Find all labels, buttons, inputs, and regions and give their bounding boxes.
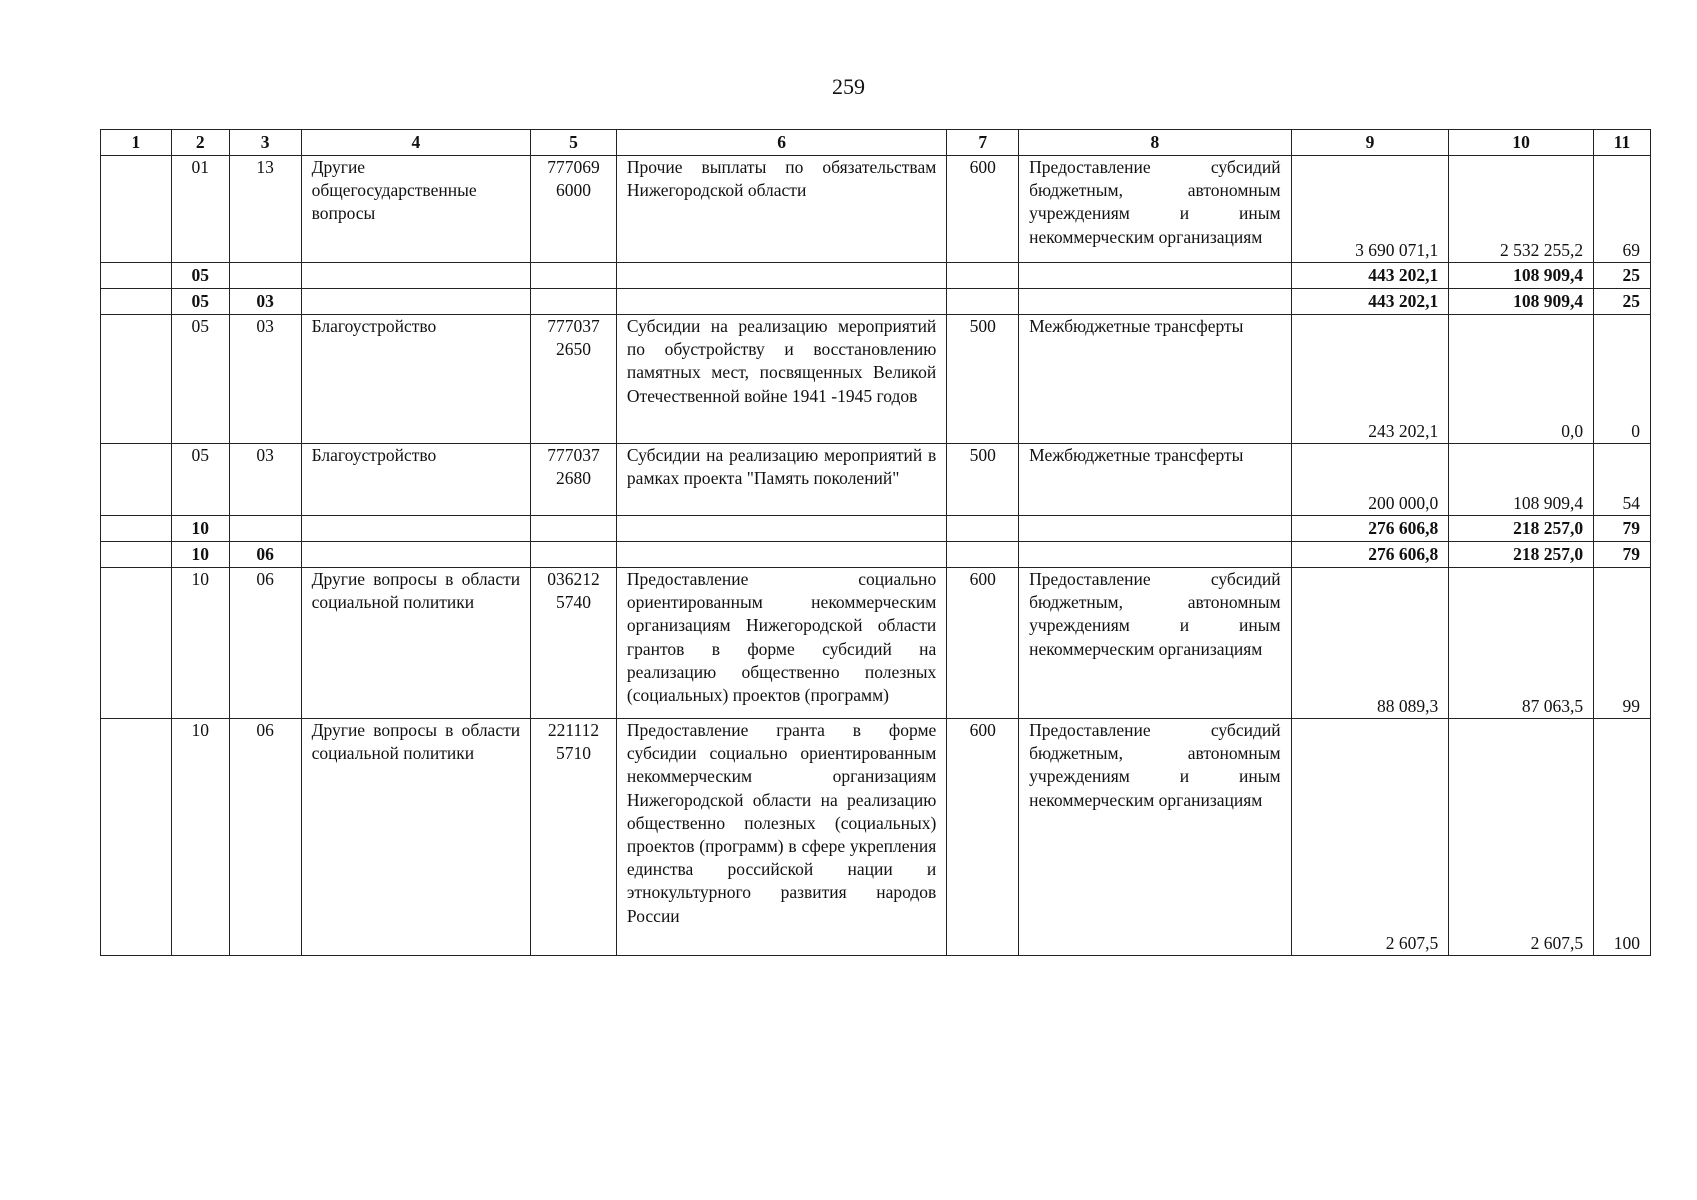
cell-section: 10 <box>171 568 229 719</box>
cell-expense-type-name <box>1019 516 1291 542</box>
cell-col1 <box>101 516 172 542</box>
cell-description <box>616 542 946 568</box>
cell-expense-type-name: Межбюджетные трансферты <box>1019 444 1291 516</box>
cell-target-code: 777069 6000 <box>531 156 617 263</box>
cell-description: Субсидии на реализацию мероприятий по обустройству и восстановлению памятных мест, посвященных Великой Отечественной войне 1941 -1945 годов <box>616 315 946 444</box>
column-header-8: 8 <box>1019 130 1291 156</box>
header-row <box>101 130 1651 156</box>
cell-percent: 79 <box>1594 516 1651 542</box>
cell-subsection: 03 <box>229 315 301 444</box>
cell-col1 <box>101 719 172 956</box>
cell-subsection: 06 <box>229 568 301 719</box>
column-header-9: 9 <box>1291 130 1449 156</box>
cell-section: 10 <box>171 516 229 542</box>
cell-target-code: 036212 5740 <box>531 568 617 719</box>
cell-expense-type <box>947 289 1019 315</box>
cell-target-code <box>531 289 617 315</box>
cell-section-name: Благоустройство <box>301 315 531 444</box>
cell-executed-amount: 87 063,5 <box>1449 568 1594 719</box>
column-header-10: 10 <box>1449 130 1594 156</box>
cell-col1 <box>101 156 172 263</box>
column-header-2: 2 <box>171 130 229 156</box>
cell-expense-type <box>947 263 1019 289</box>
cell-target-code <box>531 542 617 568</box>
cell-percent: 54 <box>1594 444 1651 516</box>
table-row <box>101 444 1651 516</box>
column-header-5: 5 <box>531 130 617 156</box>
cell-col1 <box>101 444 172 516</box>
cell-subsection: 06 <box>229 719 301 956</box>
cell-executed-amount: 108 909,4 <box>1449 289 1594 315</box>
cell-percent: 0 <box>1594 315 1651 444</box>
page-number: 259 <box>832 74 865 99</box>
cell-target-code <box>531 263 617 289</box>
cell-expense-type: 500 <box>947 444 1019 516</box>
cell-percent: 99 <box>1594 568 1651 719</box>
cell-expense-type-name <box>1019 289 1291 315</box>
cell-section-name: Другие вопросы в области социальной политики <box>301 719 531 956</box>
cell-executed-amount: 218 257,0 <box>1449 516 1594 542</box>
subtotal-row <box>101 516 1651 542</box>
cell-planned-amount: 276 606,8 <box>1291 542 1449 568</box>
column-header-11: 11 <box>1594 130 1651 156</box>
cell-section: 05 <box>171 289 229 315</box>
cell-expense-type <box>947 542 1019 568</box>
cell-planned-amount: 88 089,3 <box>1291 568 1449 719</box>
cell-expense-type: 600 <box>947 568 1019 719</box>
column-header-6: 6 <box>616 130 946 156</box>
cell-subsection: 06 <box>229 542 301 568</box>
cell-expense-type: 600 <box>947 719 1019 956</box>
subtotal-row <box>101 263 1651 289</box>
cell-executed-amount: 0,0 <box>1449 315 1594 444</box>
cell-executed-amount: 218 257,0 <box>1449 542 1594 568</box>
cell-target-code: 777037 2680 <box>531 444 617 516</box>
cell-description: Субсидии на реализацию мероприятий в рамках проекта "Память поколений" <box>616 444 946 516</box>
cell-percent: 100 <box>1594 719 1651 956</box>
cell-col1 <box>101 542 172 568</box>
cell-subsection: 03 <box>229 444 301 516</box>
cell-expense-type: 500 <box>947 315 1019 444</box>
cell-expense-type-name: Предоставление субсидий бюджетным, автономным учреждениям и иным некоммерческим организациям <box>1019 568 1291 719</box>
budget-table <box>100 129 1651 956</box>
cell-planned-amount: 243 202,1 <box>1291 315 1449 444</box>
table-row <box>101 315 1651 444</box>
cell-section-name: Другие вопросы в области социальной политики <box>301 568 531 719</box>
cell-col1 <box>101 289 172 315</box>
cell-percent: 25 <box>1594 263 1651 289</box>
cell-subsection <box>229 263 301 289</box>
cell-executed-amount: 2 532 255,2 <box>1449 156 1594 263</box>
cell-col1 <box>101 263 172 289</box>
cell-expense-type-name: Межбюджетные трансферты <box>1019 315 1291 444</box>
cell-section: 05 <box>171 263 229 289</box>
subtotal-row <box>101 542 1651 568</box>
cell-section: 10 <box>171 542 229 568</box>
column-header-4: 4 <box>301 130 531 156</box>
table-row <box>101 719 1651 956</box>
cell-executed-amount: 108 909,4 <box>1449 444 1594 516</box>
cell-description <box>616 516 946 542</box>
cell-section-name: Другие общегосударственные вопросы <box>301 156 531 263</box>
cell-section: 01 <box>171 156 229 263</box>
cell-target-code: 221112 5710 <box>531 719 617 956</box>
cell-section: 05 <box>171 315 229 444</box>
column-header-3: 3 <box>229 130 301 156</box>
cell-subsection <box>229 516 301 542</box>
cell-description <box>616 289 946 315</box>
cell-description: Прочие выплаты по обязательствам Нижегородской области <box>616 156 946 263</box>
cell-planned-amount: 2 607,5 <box>1291 719 1449 956</box>
table-row <box>101 156 1651 263</box>
cell-col1 <box>101 568 172 719</box>
table-row <box>101 568 1651 719</box>
cell-section-name <box>301 542 531 568</box>
cell-planned-amount: 3 690 071,1 <box>1291 156 1449 263</box>
cell-planned-amount: 276 606,8 <box>1291 516 1449 542</box>
cell-section-name <box>301 263 531 289</box>
cell-planned-amount: 443 202,1 <box>1291 263 1449 289</box>
cell-subsection: 13 <box>229 156 301 263</box>
cell-executed-amount: 108 909,4 <box>1449 263 1594 289</box>
column-header-7: 7 <box>947 130 1019 156</box>
cell-target-code <box>531 516 617 542</box>
cell-col1 <box>101 315 172 444</box>
cell-planned-amount: 200 000,0 <box>1291 444 1449 516</box>
cell-planned-amount: 443 202,1 <box>1291 289 1449 315</box>
column-header-1: 1 <box>101 130 172 156</box>
cell-percent: 25 <box>1594 289 1651 315</box>
cell-expense-type-name: Предоставление субсидий бюджетным, автономным учреждениям и иным некоммерческим организациям <box>1019 156 1291 263</box>
cell-description: Предоставление социально ориентированным некоммерческим организациям Нижегородской области грантов в форме субсидий на реализацию общественно полезных (социальных) проектов (программ) <box>616 568 946 719</box>
cell-section-name <box>301 289 531 315</box>
subtotal-row <box>101 289 1651 315</box>
cell-percent: 69 <box>1594 156 1651 263</box>
cell-expense-type <box>947 516 1019 542</box>
cell-target-code: 777037 2650 <box>531 315 617 444</box>
cell-expense-type-name: Предоставление субсидий бюджетным, автономным учреждениям и иным некоммерческим организациям <box>1019 719 1291 956</box>
cell-expense-type: 600 <box>947 156 1019 263</box>
cell-percent: 79 <box>1594 542 1651 568</box>
cell-section-name <box>301 516 531 542</box>
cell-section-name: Благоустройство <box>301 444 531 516</box>
cell-executed-amount: 2 607,5 <box>1449 719 1594 956</box>
cell-section: 05 <box>171 444 229 516</box>
cell-description: Предоставление гранта в форме субсидии социально ориентированным некоммерческим организациям Нижегородской области на реализацию общественно полезных (социальных) проектов (программ) в сфере укрепления единства российской нации и этнокультурного развития народов России <box>616 719 946 956</box>
cell-expense-type-name <box>1019 263 1291 289</box>
cell-description <box>616 263 946 289</box>
cell-subsection: 03 <box>229 289 301 315</box>
cell-expense-type-name <box>1019 542 1291 568</box>
cell-section: 10 <box>171 719 229 956</box>
